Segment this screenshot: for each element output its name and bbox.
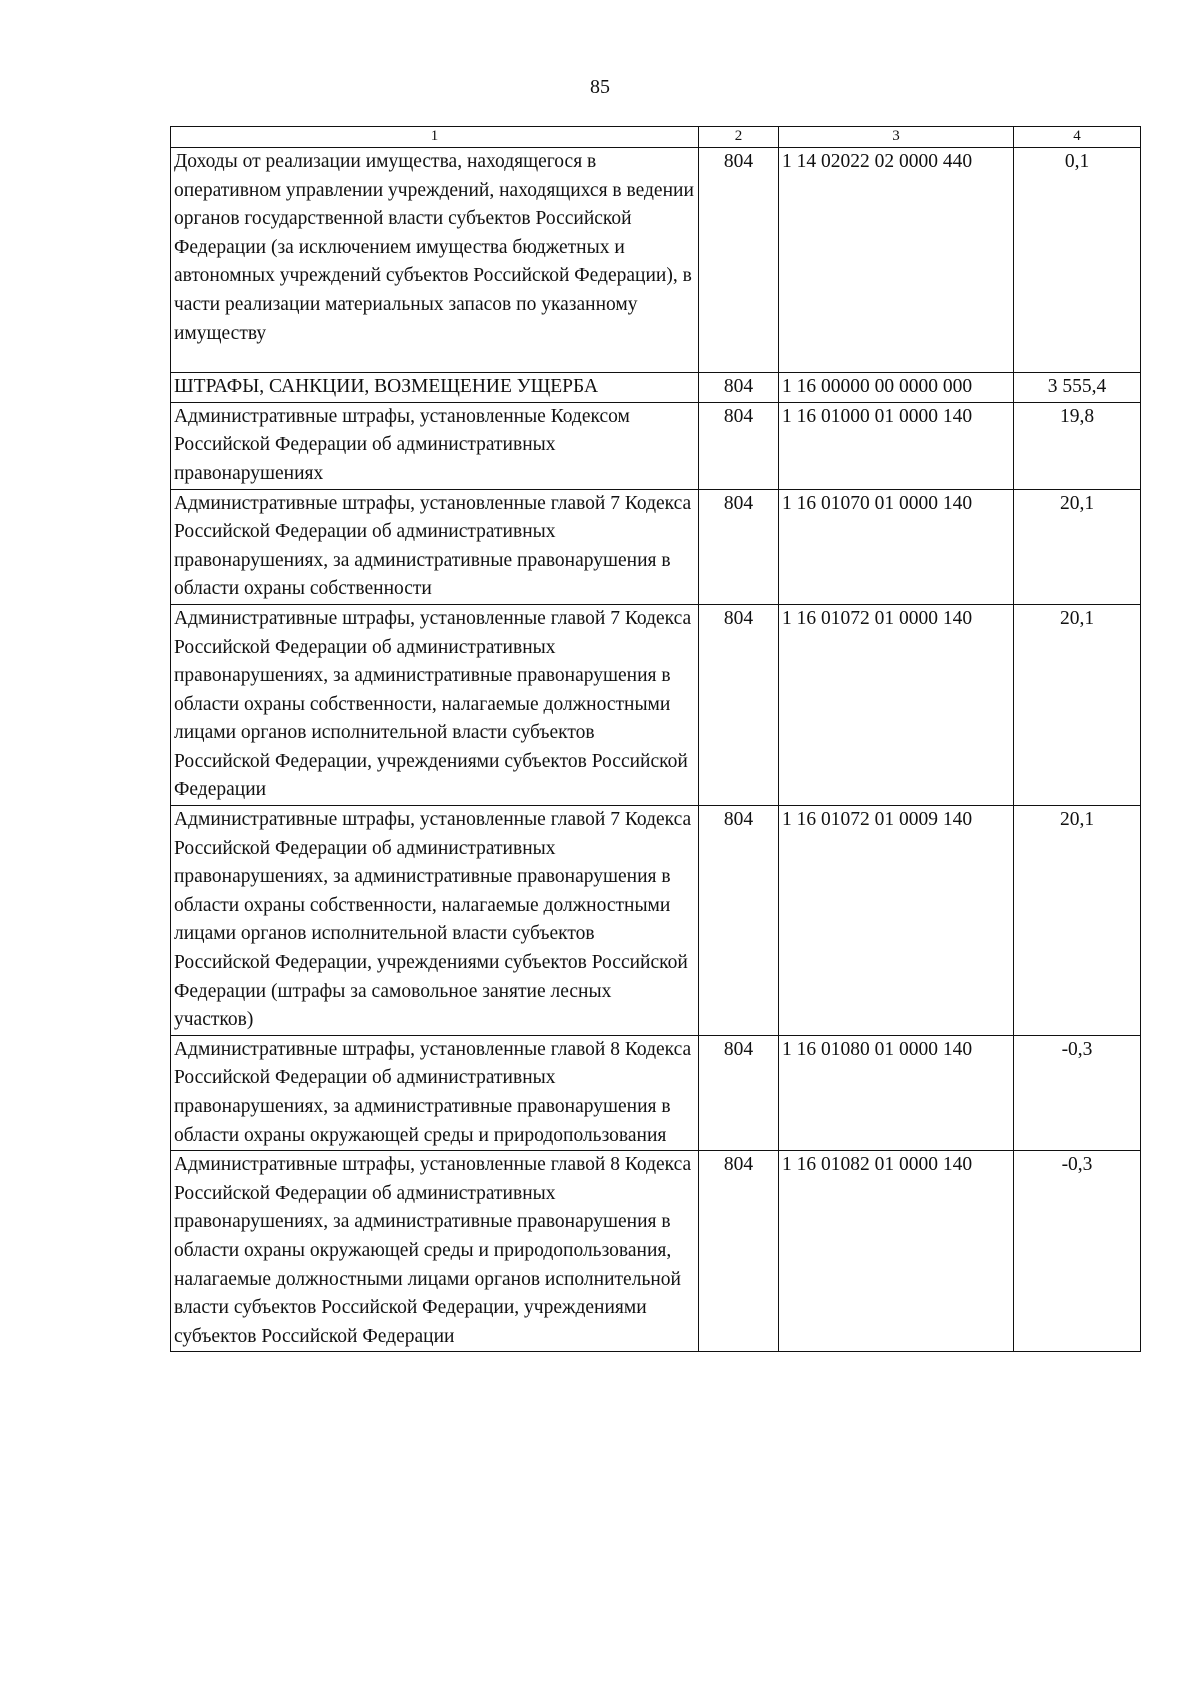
column-number-1: 1 [171,127,699,148]
admin-code-cell: 804 [699,402,779,489]
table-row [171,806,1141,1036]
amount-cell: 20,1 [1014,604,1141,805]
budget-code-cell: 1 14 02022 02 0000 440 [779,148,1014,373]
budget-code-cell: 1 16 01072 01 0009 140 [779,806,1014,1036]
budget-code-cell: 1 16 01072 01 0000 140 [779,604,1014,805]
admin-code-cell: 804 [699,604,779,805]
income-name-cell: ШТРАФЫ, САНКЦИИ, ВОЗМЕЩЕНИЕ УЩЕРБА [171,373,699,403]
table-row [171,148,1141,373]
admin-code-cell: 804 [699,1151,779,1352]
page-number: 85 [590,76,610,98]
admin-code-cell: 804 [699,806,779,1036]
income-name-cell: Административные штрафы, установленные главой 8 Кодекса Российской Федерации об административных правонарушениях, за административные правонарушения в области охраны окружающей среды и природопользования, налагаемые должностными лицами органов исполнительной власти субъектов Российской Федерации, учреждениями субъектов Российской Федерации [171,1151,699,1352]
table-row [171,489,1141,604]
amount-cell: -0,3 [1014,1035,1141,1150]
amount-cell: 19,8 [1014,402,1141,489]
column-number-4: 4 [1014,127,1141,148]
budget-code-cell: 1 16 00000 00 0000 000 [779,373,1014,403]
admin-code-cell: 804 [699,1035,779,1150]
admin-code-cell: 804 [699,489,779,604]
table-row [171,1035,1141,1150]
budget-code-cell: 1 16 01080 01 0000 140 [779,1035,1014,1150]
table-row [171,373,1141,403]
table-row [171,1151,1141,1352]
table-row [171,604,1141,805]
column-number-row [171,127,1141,148]
income-name-cell: Административные штрафы, установленные Кодексом Российской Федерации об административных правонарушениях [171,402,699,489]
column-number-2: 2 [699,127,779,148]
table-row [171,402,1141,489]
admin-code-cell: 804 [699,373,779,403]
admin-code-cell: 804 [699,148,779,373]
income-name-cell: Административные штрафы, установленные главой 7 Кодекса Российской Федерации об административных правонарушениях, за административные правонарушения в области охраны собственности [171,489,699,604]
budget-code-cell: 1 16 01082 01 0000 140 [779,1151,1014,1352]
income-name-cell: Административные штрафы, установленные главой 8 Кодекса Российской Федерации об административных правонарушениях, за административные правонарушения в области охраны окружающей среды и природопользования [171,1035,699,1150]
amount-cell: 0,1 [1014,148,1141,373]
income-name-cell: Административные штрафы, установленные главой 7 Кодекса Российской Федерации об административных правонарушениях, за административные правонарушения в области охраны собственности, налагаемые должностными лицами органов исполнительной власти субъектов Российской Федерации, учреждениями субъектов Российской Федерации (штрафы за самовольное занятие лесных участков) [171,806,699,1036]
amount-cell: 20,1 [1014,489,1141,604]
income-name-cell: Административные штрафы, установленные главой 7 Кодекса Российской Федерации об административных правонарушениях, за административные правонарушения в области охраны собственности, налагаемые должностными лицами органов исполнительной власти субъектов Российской Федерации, учреждениями субъектов Российской Федерации [171,604,699,805]
budget-code-cell: 1 16 01000 01 0000 140 [779,402,1014,489]
column-number-3: 3 [779,127,1014,148]
revenue-table [170,126,1141,1352]
income-name-cell: Доходы от реализации имущества, находящегося в оперативном управлении учреждений, находящихся в ведении органов государственной власти субъектов Российской Федерации (за исключением имущества бюджетных и автономных учреждений субъектов Российской Федерации), в части реализации материальных запасов по указанному имуществу [171,148,699,373]
amount-cell: -0,3 [1014,1151,1141,1352]
budget-code-cell: 1 16 01070 01 0000 140 [779,489,1014,604]
amount-cell: 3 555,4 [1014,373,1141,403]
amount-cell: 20,1 [1014,806,1141,1036]
